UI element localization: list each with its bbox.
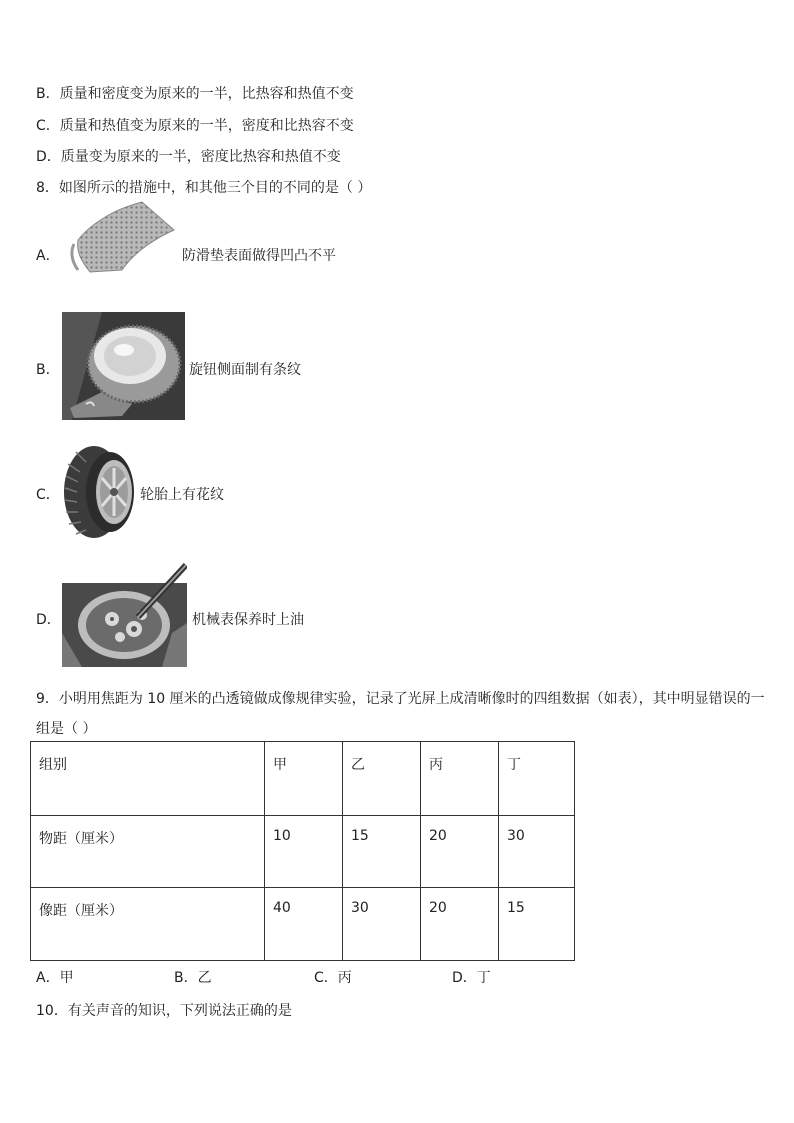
table-cell: 组别 (31, 742, 265, 816)
table-cell: 10 (265, 816, 343, 888)
table-header-row (31, 742, 575, 816)
q7-option-c: C．质量和热值变为原来的一半，密度和比热容不变 (36, 118, 354, 134)
tire-icon (62, 444, 138, 540)
q10-stem: 10．有关声音的知识，下列说法正确的是 (36, 1003, 292, 1019)
table-cell: 甲 (265, 742, 343, 816)
q9-stem-line2: 组是（ ） (36, 721, 97, 737)
table-cell: 15 (343, 816, 421, 888)
q8-stem: 8．如图所示的措施中，和其他三个目的不同的是（ ） (36, 180, 372, 196)
table-cell: 20 (421, 816, 499, 888)
q9-stem-line1: 9．小明用焦距为 10 厘米的凸透镜做成像规律实验，记录了光屏上成清晰像时的四组数据（如表），其中明显错误的一 (36, 691, 765, 707)
q9-answer-d: D．丁 (452, 970, 491, 986)
q7-option-d: D．质量变为原来的一半，密度比热容和热值不变 (36, 149, 341, 165)
table-cell: 15 (499, 888, 575, 961)
table-cell: 乙 (343, 742, 421, 816)
q9-answer-b: B．乙 (174, 970, 212, 986)
knob-icon (62, 312, 185, 420)
q8-option-c-label: C． (36, 487, 60, 503)
q7-option-b: B．质量和密度变为原来的一半，比热容和热值不变 (36, 86, 354, 102)
q8-option-a-label: A． (36, 248, 60, 264)
anti-slip-mat-icon (64, 200, 176, 275)
q8-option-b-text: 旋钮侧面制有条纹 (189, 362, 301, 378)
q8-option-d-label: D． (36, 612, 61, 628)
q9-data-table (30, 741, 575, 961)
table-row (31, 888, 575, 961)
q8-option-c-text: 轮胎上有花纹 (140, 487, 224, 503)
table-cell: 40 (265, 888, 343, 961)
q8-option-a-text: 防滑垫表面做得凹凸不平 (182, 248, 336, 264)
table-cell: 30 (499, 816, 575, 888)
q9-answer-a: A．甲 (36, 970, 74, 986)
table-cell: 丙 (421, 742, 499, 816)
table-cell: 丁 (499, 742, 575, 816)
table-cell: 像距（厘米） (31, 888, 265, 961)
table-row (31, 816, 575, 888)
table-cell: 物距（厘米） (31, 816, 265, 888)
q8-option-b-label: B． (36, 362, 60, 378)
q8-option-d-text: 机械表保养时上油 (192, 612, 304, 628)
table-cell: 20 (421, 888, 499, 961)
watch-oiling-icon (62, 563, 187, 667)
q9-answer-c: C．丙 (314, 970, 352, 986)
table-cell: 30 (343, 888, 421, 961)
